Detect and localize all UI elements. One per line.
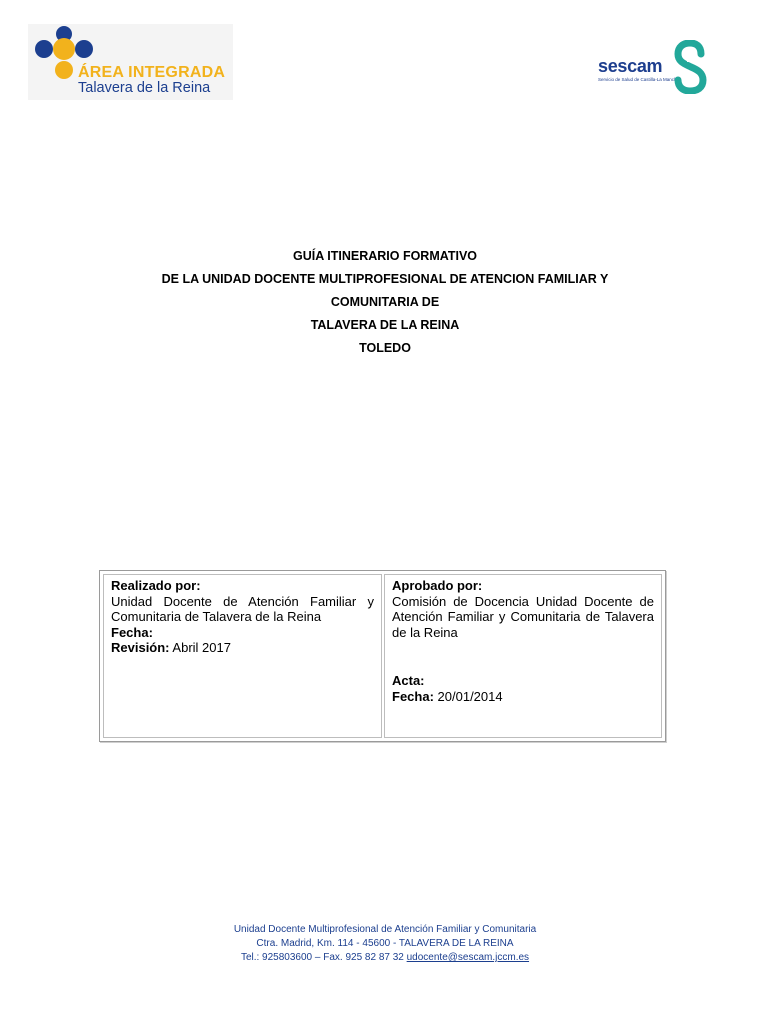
realizado-label: Realizado por:: [111, 578, 201, 593]
footer-unit-name: Unidad Docente Multiprofesional de Atención Familiar y Comunitaria: [233, 924, 537, 935]
logo-area-integrada-text: ÁREA INTEGRADA: [78, 64, 226, 81]
revision-label: Revisión:: [111, 640, 170, 655]
sescam-subtitle: Servicio de Salud de Castilla-La Mancha: [598, 77, 680, 82]
revision-value: Abril 2017: [172, 640, 231, 655]
footer-address: Ctra. Madrid, Km. 114 - 45600 - TALAVERA DE LA REINA: [256, 938, 514, 949]
sescam-s-cross-icon: [674, 40, 708, 94]
sescam-wordmark: sescam: [598, 56, 663, 76]
aprobado-cell: [384, 574, 662, 738]
logo-talavera-text: Talavera de la Reina: [78, 80, 211, 96]
area-integrada-logo: [28, 24, 233, 100]
aprobado-value: Comisión de Docencia Unidad Docente de Atención Familiar y Comunitaria de Talavera de la Reina: [392, 593, 654, 640]
fecha-row-right: [392, 689, 654, 705]
realizado-cell: [103, 574, 382, 738]
approval-table: [99, 570, 666, 742]
aprobado-label: Aprobado por:: [392, 578, 483, 593]
revision-row: [111, 640, 374, 656]
document-title-line-5: TOLEDO: [359, 341, 411, 355]
footer-email-link[interactable]: udocente@sescam.jccm.es: [406, 952, 530, 963]
fecha-value-right: 20/01/2014: [437, 688, 503, 704]
fecha-label-left: Fecha:: [111, 624, 153, 640]
fecha-label-right: Fecha:: [392, 688, 434, 704]
footer-phone-fax: Tel.: 925803600 – Fax. 925 82 87 32: [240, 952, 407, 963]
document-title-line-4: TALAVERA DE LA REINA: [310, 318, 460, 332]
realizado-value: Unidad Docente de Atención Familiar y Comunitaria de Talavera de la Reina: [111, 593, 374, 624]
acta-label: Acta:: [392, 673, 425, 688]
document-title-line-1: GUÍA ITINERARIO FORMATIVO: [292, 249, 478, 263]
document-title-line-3: COMUNITARIA DE: [330, 295, 440, 309]
footer-contact: [0, 952, 770, 963]
sescam-logo: [596, 40, 712, 96]
document-title-line-2: DE LA UNIDAD DOCENTE MULTIPROFESIONAL DE ATENCION FAMILIAR Y: [161, 272, 609, 286]
